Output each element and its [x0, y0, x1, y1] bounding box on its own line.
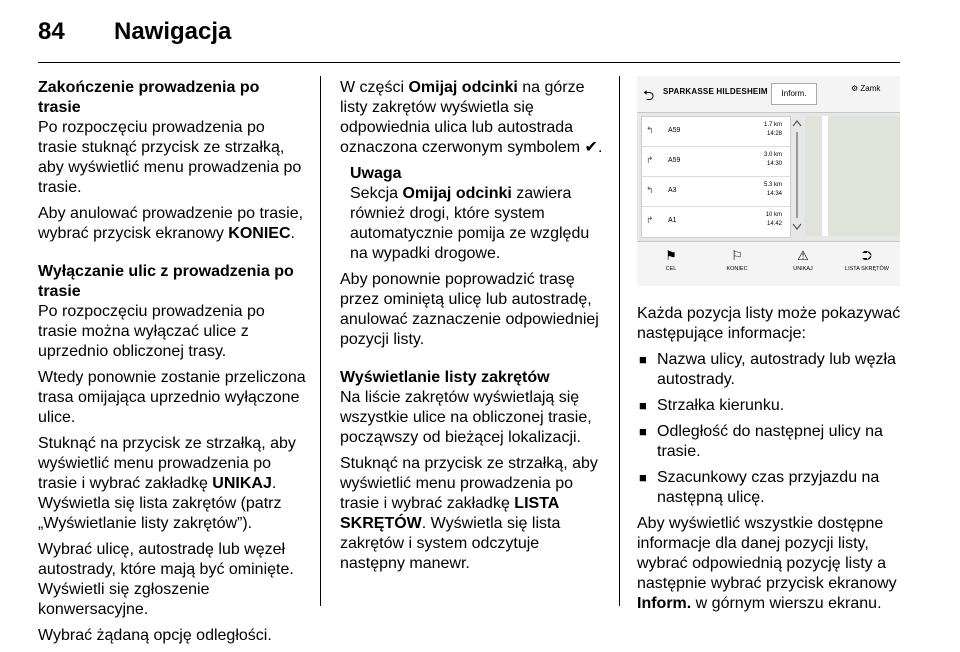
turn-list [641, 116, 791, 238]
text: . [290, 225, 295, 242]
paragraph [38, 434, 306, 534]
text: w górnym wierszu ekranu. [691, 595, 882, 612]
paragraph [38, 204, 306, 244]
flag-icon: ⚑ [665, 248, 677, 263]
arrival-time: 14:34 [766, 191, 782, 197]
distance-time [764, 121, 782, 139]
tab-label: UNIKAJ [793, 266, 813, 272]
column-1 [38, 78, 306, 652]
turn-arrow-icon: ↱ [646, 155, 654, 165]
text: Stuknąć na przycisk ze strzałką, aby wyświetlić menu prowadzenia po trasie i wybrać zakładkę [340, 455, 598, 512]
road-name: A1 [668, 217, 677, 224]
ui-term: KONIEC [228, 225, 291, 242]
ui-term: Omijaj odcinki [402, 185, 512, 202]
turn-list-row [642, 117, 790, 147]
distance-time [764, 181, 782, 199]
list-item: ■ Szacunkowy czas przyjazdu na następną ulicę. [637, 468, 912, 508]
note-text [350, 184, 606, 264]
turn-arrow-icon: ↰ [646, 125, 654, 135]
turn-arrow-icon: ↱ [646, 215, 654, 225]
turn-list-row [642, 147, 790, 177]
close-label: Zamk [860, 84, 881, 93]
text: . Wyświetla się lista zakrętów i system odczytuje następny manewr. [340, 515, 561, 572]
ui-term: UNIKAJ [212, 475, 272, 492]
paragraph: Po rozpoczęciu prowadzenia po trasie można wyłączać ulice z uprzednio obliczonej trasy. [38, 303, 265, 360]
spacer [340, 356, 606, 368]
distance-time [766, 211, 782, 229]
paragraph: Każda pozycja listy może pokazywać następujące informacje: [637, 305, 901, 342]
section-heading-end-guidance: Zakończenie prowadzenia po trasie [38, 79, 260, 116]
text: Aby wyświetlić wszystkie dostępne informacje dla danej pozycji listy, wybrać odpowiednią pozycję listy a następnie wybrać przycisk ekranowy [637, 515, 897, 592]
tab-unikaj [773, 242, 833, 286]
arrival-time: 14:30 [766, 161, 782, 167]
column-divider-1 [320, 76, 321, 606]
info-list [637, 350, 912, 508]
screen-top-bar [637, 76, 900, 113]
tab-label: LISTA SKRĘTÓW [845, 266, 889, 272]
distance: 10 km [765, 212, 782, 218]
ui-term: Omijaj odcinki [408, 79, 518, 96]
text: Stuknąć na przycisk ze strzałką, aby wyświetlić menu prowadzenia po trasie i wybrać zakładkę [38, 435, 296, 492]
ui-term: Inform. [637, 595, 692, 612]
paragraph [637, 514, 912, 614]
page-number: 84 [38, 18, 65, 45]
distance: 3.0 km [763, 152, 782, 158]
turn-list-row [642, 177, 790, 207]
inform-button: Inform. [771, 83, 817, 105]
back-arrow-icon: ⮌ [643, 87, 655, 103]
tab-label: CEL [665, 266, 677, 272]
tab-lista-skretow [837, 242, 897, 286]
close-button [851, 84, 880, 93]
text: na górze listy zakrętów wyświetla się odpowiednia ulica lub autostrada oznaczona czerwonym symbolem ✔. [340, 79, 603, 156]
scrollbar [791, 116, 803, 236]
road-name: A59 [668, 127, 681, 134]
paragraph [340, 78, 606, 158]
tab-koniec [707, 242, 767, 286]
distance-time [764, 151, 782, 169]
avoid-road-icon: ⚠ [797, 248, 809, 263]
map-road [822, 116, 828, 236]
navigation-screen-image [637, 76, 900, 286]
turn-list-icon: ⮊ [862, 248, 872, 263]
road-name: A59 [668, 157, 681, 164]
destination-label: SPARKASSE HILDESHEIM [663, 87, 768, 96]
section-heading-turn-list: Wyświetlanie listy zakrętów [340, 369, 550, 386]
map-area [805, 116, 900, 236]
arrival-time: 14:42 [766, 221, 782, 227]
tab-label: KONIEC [726, 266, 748, 272]
section-heading-exclude-streets: Wyłączanie ulic z prowadzenia po trasie [38, 263, 294, 300]
distance: 5.3 km [763, 182, 782, 188]
arrival-time: 14:28 [766, 131, 782, 137]
ui-term: LISTA SKRĘTÓW [340, 495, 559, 532]
header-rule [38, 62, 900, 63]
road-name: A3 [668, 187, 677, 194]
tab-cel [641, 242, 701, 286]
paragraph: Wtedy ponownie zostanie przeliczona trasa omijająca uprzednio wyłączone ulice. [38, 369, 306, 426]
page-title: Nawigacja [114, 18, 232, 45]
note-box [340, 164, 606, 264]
turn-arrow-icon: ↰ [646, 185, 654, 195]
text: W części [340, 79, 409, 96]
paragraph: Po rozpoczęciu prowadzenia po trasie stuknąć przycisk ze strzałką, aby wyświetlić menu prowadzenia po trasie. [38, 119, 302, 196]
finish-flag-icon: ⚐ [731, 248, 743, 263]
column-2 [340, 78, 606, 580]
text: Sekcja [350, 185, 403, 202]
list-item: ■ Strzałka kierunku. [637, 396, 912, 416]
column-3 [637, 304, 912, 620]
list-item: ■ Odległość do następnej ulicy na trasie. [637, 422, 912, 462]
column-divider-2 [619, 76, 620, 606]
spacer [38, 250, 306, 262]
distance: 1.7 km [763, 122, 782, 128]
paragraph: Wybrać ulicę, autostradę lub węzeł autostrady, które mają być ominięte. Wyświetli się zgłoszenie konwersacyjne. [38, 541, 294, 618]
screen-tab-bar [637, 241, 900, 286]
turn-list-row [642, 207, 790, 236]
list-item: ■ Nazwa ulicy, autostrady lub węzła autostrady. [637, 350, 912, 390]
text: zawiera również drogi, które system automatycznie pomija ze względu na wypadki drogowe. [350, 185, 590, 262]
paragraph: Aby ponownie poprowadzić trasę przez ominiętą ulicę lub autostradę, anulować zaznaczenie odpowiedniej pozycji listy. [340, 271, 599, 348]
gear-icon: ⚙ [851, 84, 861, 93]
text: . Wyświetla się lista zakrętów (patrz „Wyświetlanie listy zakrętów”). [38, 475, 282, 532]
paragraph: Wybrać żądaną opcję odległości. [38, 627, 272, 644]
paragraph [340, 454, 606, 574]
note-title: Uwaga [350, 165, 402, 182]
text: Aby anulować prowadzenie po trasie, wybrać przycisk ekranowy [38, 205, 304, 242]
paragraph: Na liście zakrętów wyświetlają się wszystkie ulice na obliczonej trasie, począwszy od bieżącej lokalizacji. [340, 389, 592, 446]
